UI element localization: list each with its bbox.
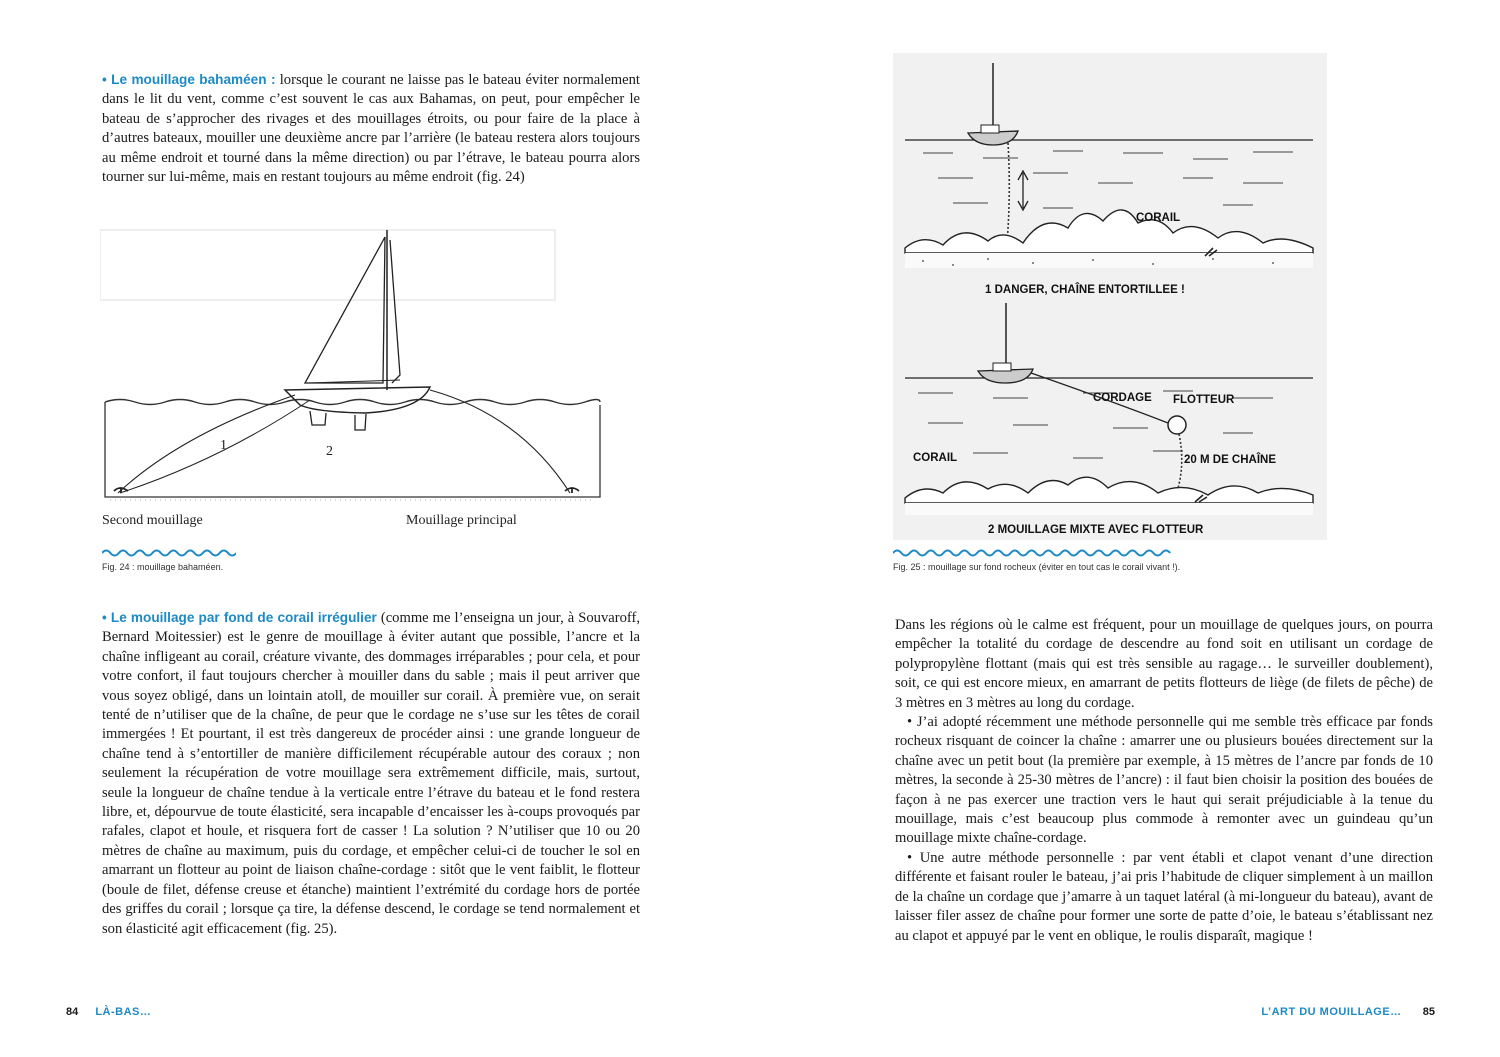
float-icon [1168,416,1186,434]
running-head: L’ART DU MOUILLAGE… [1261,1006,1402,1018]
figure-24-caption: Fig. 24 : mouillage bahaméen. [102,562,224,572]
anchor-right-icon [565,488,579,493]
paragraph-patte-oie: • Une autre méthode personnelle : par vent établi et clapot venant d’une direction différente et faisant rouler le bateau, j’ai pris l’habitude de cliquer simplement à un maillon de la chaîne un cordage que j’amarre à un taquet latéral (à mi-longueur du bateau), avant de laisser filer assez de chaîne pour former une sorte de patte d’oie, le bateau s’établissant nez au clapot et appuyé par le vent en oblique, le roulis disparaît, magique ! [895,850,1433,944]
fig25-title-1: 1 DANGER, CHAÎNE ENTORTILLEE ! [985,284,1185,296]
paragraph-body: (comme me l’enseigna un jour, à Souvaroff, Bernard Moitessier) est le genre de mouillage à éviter autant que possible, l’ancre et la chaîne infligeant au corail, créature vivante, des dommages irréparables ; pour cela, et pour votre confort, il faut toujours chercher à mouiller dans du sable ; mais il peut arriver que vous soyez obligé, dans un lointain atoll, de mouiller sur corail. À première vue, on serait tenté de n’utiliser que de la chaîne, de peur que le cordage ne s’use sur les têtes de corail immergées ! Et pourtant, il est très dangereux de procéder ainsi : une grande longueur de chaîne tend à s’entortiller de manière difficilement récupérable autour des coraux ; non seulement la récupération de votre mouillage sera extrêmement difficile, mais, surtout, seule la longueur de chaîne tendue à la verticale entre l’étrave du bateau et le fond restera libre, et, dépourvue de toute élasticité, sera incapable d’encaisser les à-coups provoqués par rafales, clapot et houle, et risquera fort de casser ! La solution ? N’utiliser que 10 ou 20 mètres de chaîne au maximum, puis du cordage, et empêcher celui-ci de toucher le sol en amarrant un flotteur au point de liaison chaîne-cordage : sitôt que le vent faiblit, le flotteur (boule de filet, défense creuse et étanche) maintient l’extrémité du cordage hors de portée des griffes du corail ; lorsque ça tire, la défense descend, le cordage se tend normalement et son élasticité agit efficacement (fig. 25). [102,610,640,937]
water-box [105,402,600,497]
paragraph-calme: Dans les régions où le calme est fréquent, pour un mouillage de quelques jours, on pourra empêcher la totalité du cordage de descendre au fond soit en utilisant un cordage de polypropylène flottant (mais qui est très sensible au ragage… le surveiller doublement), soit, ce qui est encore mieux, en amarrant de petits flotteurs de liège (de filets de pêche) de 3 mètres en 3 mètres au long du cordage. [895,617,1433,711]
paragraph-body: lorsque le courant ne laisse pas le bateau éviter normalement dans le lit du vent, comme c’est souvent le cas aux Bahamas, on peut, pour empêcher le bateau de s’approcher des rivages et des mouillages étroits, ou pour faire de la place à d’autres bateaux, mouiller une deuxième ancre par l’arrière (le bateau restera alors toujours au même endroit et tourné dans la même direction) ou par l’étrave, le bateau pourra alors tourner sur lui-même, mais en restant toujours au même endroit (fig. 24) [102,72,640,186]
fig25-flotteur: FLOTTEUR [1173,394,1235,406]
fig25-corail-top: CORAIL [1136,212,1181,224]
main-sail [390,240,400,383]
wave-divider [102,548,236,558]
anchor-line-principal [430,390,570,493]
page-number: 84 [66,1006,79,1018]
anchor-line-1 [118,395,295,493]
paragraph-corail [102,608,640,939]
fig24-label-principal: Mouillage principal [406,513,517,528]
folio-right [1261,1006,1435,1018]
wave-divider [893,548,1173,558]
seabed-2 [905,503,1313,515]
boat-rudder [355,414,366,430]
jib-sail [305,237,385,383]
paragraph-bahameen [102,70,640,187]
fig24-label-2: 2 [326,444,333,459]
fig25-title-2: 2 MOUILLAGE MIXTE AVEC FLOTTEUR [988,524,1204,536]
boat-keel [310,411,326,425]
paragraph-lead: • Le mouillage bahaméen : [102,72,276,87]
right-page [750,0,1500,1057]
fig25-cordage: CORDAGE [1093,392,1152,404]
fig25-corail-bottom: CORAIL [913,452,958,464]
page-number: 85 [1422,1006,1435,1018]
paragraph-bouees: • J’ai adopté récemment une méthode personnelle qui me semble très efficace par fonds rocheux risquant de coincer la chaîne : amarrer une ou plusieurs bouées directement sur la chaîne avec un petit bout (la première par exemple, à 15 mètres de l’ancre par fonds de 10 mètres, la seconde à 25-30 mètres de l’ancre) : il faut bien choisir la position des bouées de façon à ne pas exercer une traction vers le haut qui serait préjudiciable à la tenue du mouillage, mais c’est beaucoup plus commode à remonter avec un guindeau qu’un mouillage mixte chaîne-cordage. [895,714,1433,847]
fig24-label-1: 1 [220,438,227,453]
fig25-chain-length: 20 M DE CHAÎNE [1184,454,1277,466]
figure-25-caption: Fig. 25 : mouillage sur fond rocheux (éviter en tout cas le corail vivant !). [893,562,1181,572]
cabin-2 [993,363,1011,371]
running-head: LÀ-BAS… [95,1006,152,1018]
figure-24-illustration [100,225,640,535]
fig24-label-second: Second mouillage [102,513,203,528]
folio-left [66,1006,151,1018]
anchor-left-icon [114,488,128,493]
paragraph-lead: • Le mouillage par fond de corail irrégulier [102,610,377,625]
cabin-1 [981,125,999,133]
seabed-1 [905,253,1313,268]
figure-background [893,53,1327,540]
water-surface [105,400,600,405]
ghost-box [100,230,555,300]
figure-25-illustration [893,53,1327,540]
anchor-line-2 [120,400,310,493]
